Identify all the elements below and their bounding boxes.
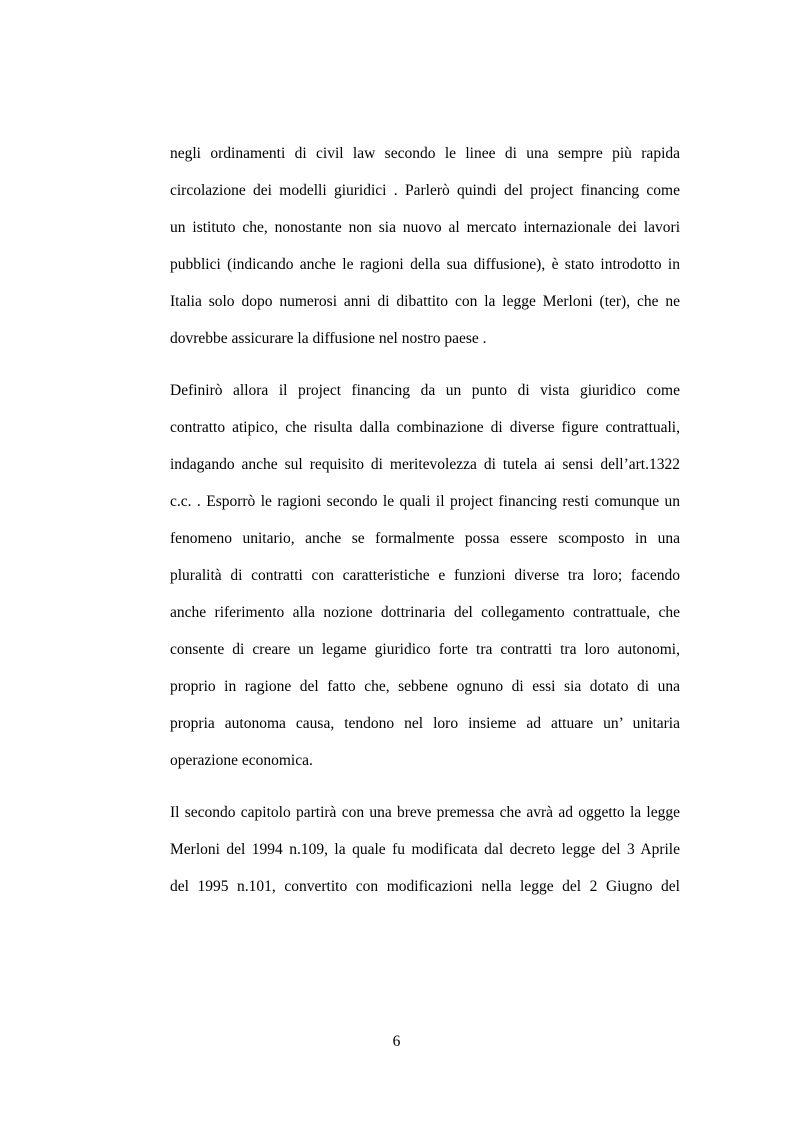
paragraph-2 [170,377,680,784]
text-line: Merloni del 1994 n.109, la quale fu modificata dal decreto legge del 3 Aprile [170,841,680,858]
text-line: operazione economica. [170,752,313,769]
page-number: 6 [392,1033,401,1050]
text-line: proprio in ragione del fatto che, sebbene ognuno di essi sia dotato di una [170,678,680,695]
text-line: un istituto che, nonostante non sia nuovo al mercato internazionale dei lavori [170,219,680,236]
text-line: contratto atipico, che risulta dalla combinazione di diverse figure contrattuali, [170,419,680,436]
text-line: pluralità di contratti con caratteristiche e funzioni diverse tra loro; facendo [170,567,680,584]
text-line: c.c. . Esporrò le ragioni secondo le quali il project financing resti comunque un [170,493,680,510]
text-line: negli ordinamenti di civil law secondo le linee di una sempre più rapida [170,145,680,162]
text-line: propria autonoma causa, tendono nel loro insieme ad attuare un’ unitaria [170,715,680,732]
text-line: Italia solo dopo numerosi anni di dibattito con la legge Merloni (ter), che ne [170,293,680,310]
text-line: consente di creare un legame giuridico forte tra contratti tra loro autonomi, [170,641,680,658]
text-line: Il secondo capitolo partirà con una breve premessa che avrà ad oggetto la legge [170,804,680,821]
text-line: del 1995 n.101, convertito con modificazioni nella legge del 2 Giugno del [170,878,680,895]
paragraph-spacer [170,784,680,799]
paragraph-3 [170,799,680,910]
body-text [170,140,680,910]
text-line: dovrebbe assicurare la diffusione nel nostro paese . [170,330,487,347]
text-line: pubblici (indicando anche le ragioni della sua diffusione), è stato introdotto in [170,256,680,273]
text-line: indagando anche sul requisito di meritevolezza di tutela ai sensi dell’art.1322 [170,456,680,473]
text-line: anche riferimento alla nozione dottrinaria del collegamento contrattuale, che [170,604,680,621]
text-line: circolazione dei modelli giuridici . Parlerò quindi del project financing come [170,182,680,199]
text-line: Definirò allora il project financing da un punto di vista giuridico come [170,382,680,399]
text-line: fenomeno unitario, anche se formalmente possa essere scomposto in una [170,530,680,547]
paragraph-1 [170,140,680,362]
paragraph-spacer [170,362,680,377]
